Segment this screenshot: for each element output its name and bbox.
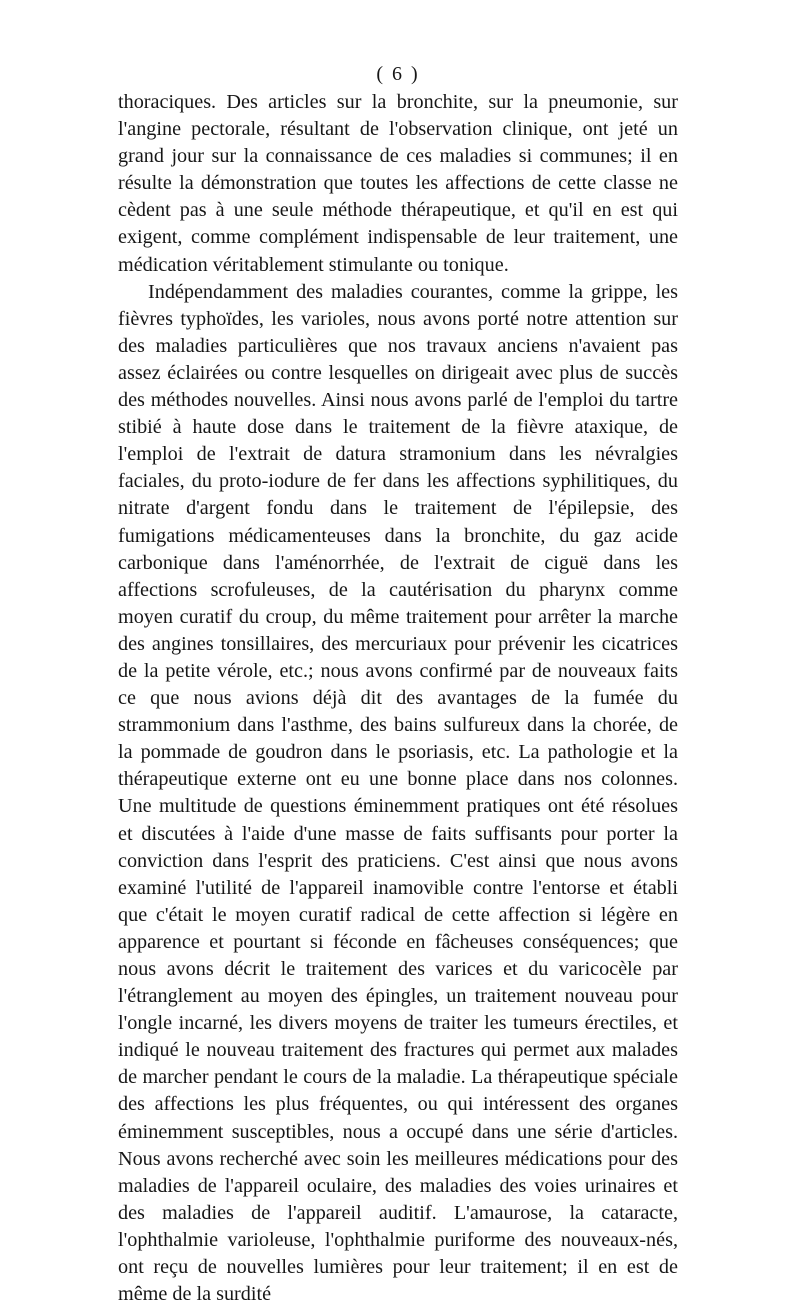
paragraph-main: Indépendamment des maladies courantes, comme la grippe, les fièvres typhoïdes, les varioles, nous avons porté notre attention sur des maladies particulières que nos travaux anciens n'avaient pas assez éclairées ou contre lesquelles on dirigeait avec plus de succès des méthodes nouvelles. Ainsi nous avons parlé de l'emploi du tartre stibié à haute dose dans le traitement de la fièvre ataxique, de l'emploi de l'extrait de datura stramonium dans les névralgies faciales, du proto-iodure de fer dans les affections syphilitiques, du nitrate d'argent fondu dans le traitement de l'épilepsie, des fumigations médicamenteuses dans la bronchite, du gaz acide carbonique dans l'aménorrhée, de l'extrait de ciguë dans les affections scrofuleuses, de la cautérisation du pharynx comme moyen curatif du croup, du même traitement pour arrêter la marche des angines tonsillaires, des mercuriaux pour prévenir les cicatrices de la petite vérole, etc.; nous avons confirmé par de nouveaux faits ce que nous avions déjà dit des avantages de la fumée du strammonium dans l'asthme, des bains sulfureux dans la chorée, de la pommade de goudron dans le psoriasis, etc. La pathologie et la thérapeutique externe ont eu une bonne place dans nos colonnes. Une multitude de questions éminemment pratiques ont été résolues et discutées à l'aide d'une masse de faits suffisants pour porter la conviction dans l'esprit des praticiens. C'est ainsi que nous avons examiné l'utilité de l'appareil inamovible contre l'entorse et établi que c'était le moyen curatif radical de cette affection si légère en apparence et pourtant si féconde en fâcheuses conséquences; que nous avons décrit le traitement des varices et du varicocèle par l'étranglement au moyen des épingles, un traitement nouveau pour l'ongle incarné, les divers moyens de traiter les tumeurs érectiles, et indiqué le nouveau traitement des fractures qui permet aux malades de marcher pendant le cours de la maladie. La thérapeutique spéciale des affections les plus fréquentes, ou qui intéressent des organes éminemment susceptibles, nous a occupé dans une série d'articles. Nous avons recherché avec soin les meilleures médications pour des maladies de l'appareil oculaire, des maladies des voies urinaires et des maladies de l'appareil auditif. L'amaurose, la cataracte, l'ophthalmie varioleuse, l'ophthalmie puriforme des nouveaux-nés, ont reçu de nouvelles lumières pour leur traitement; il en est de même de la surdité: [118, 280, 678, 1306]
book-page: [118, 62, 678, 1308]
paragraph-continuation: thoraciques. Des articles sur la bronchite, sur la pneumonie, sur l'angine pectorale, résultant de l'observation clinique, ont jeté un grand jour sur la connaissance de ces maladies si communes; il en résulte la démonstration que toutes les affections de cette classe ne cèdent pas à une seule méthode thérapeutique, et qu'il en est qui exigent, comme complément indispensable de leur traitement, une médication véritablement stimulante ou tonique.: [118, 91, 678, 276]
page-number: ( 6 ): [376, 63, 420, 85]
